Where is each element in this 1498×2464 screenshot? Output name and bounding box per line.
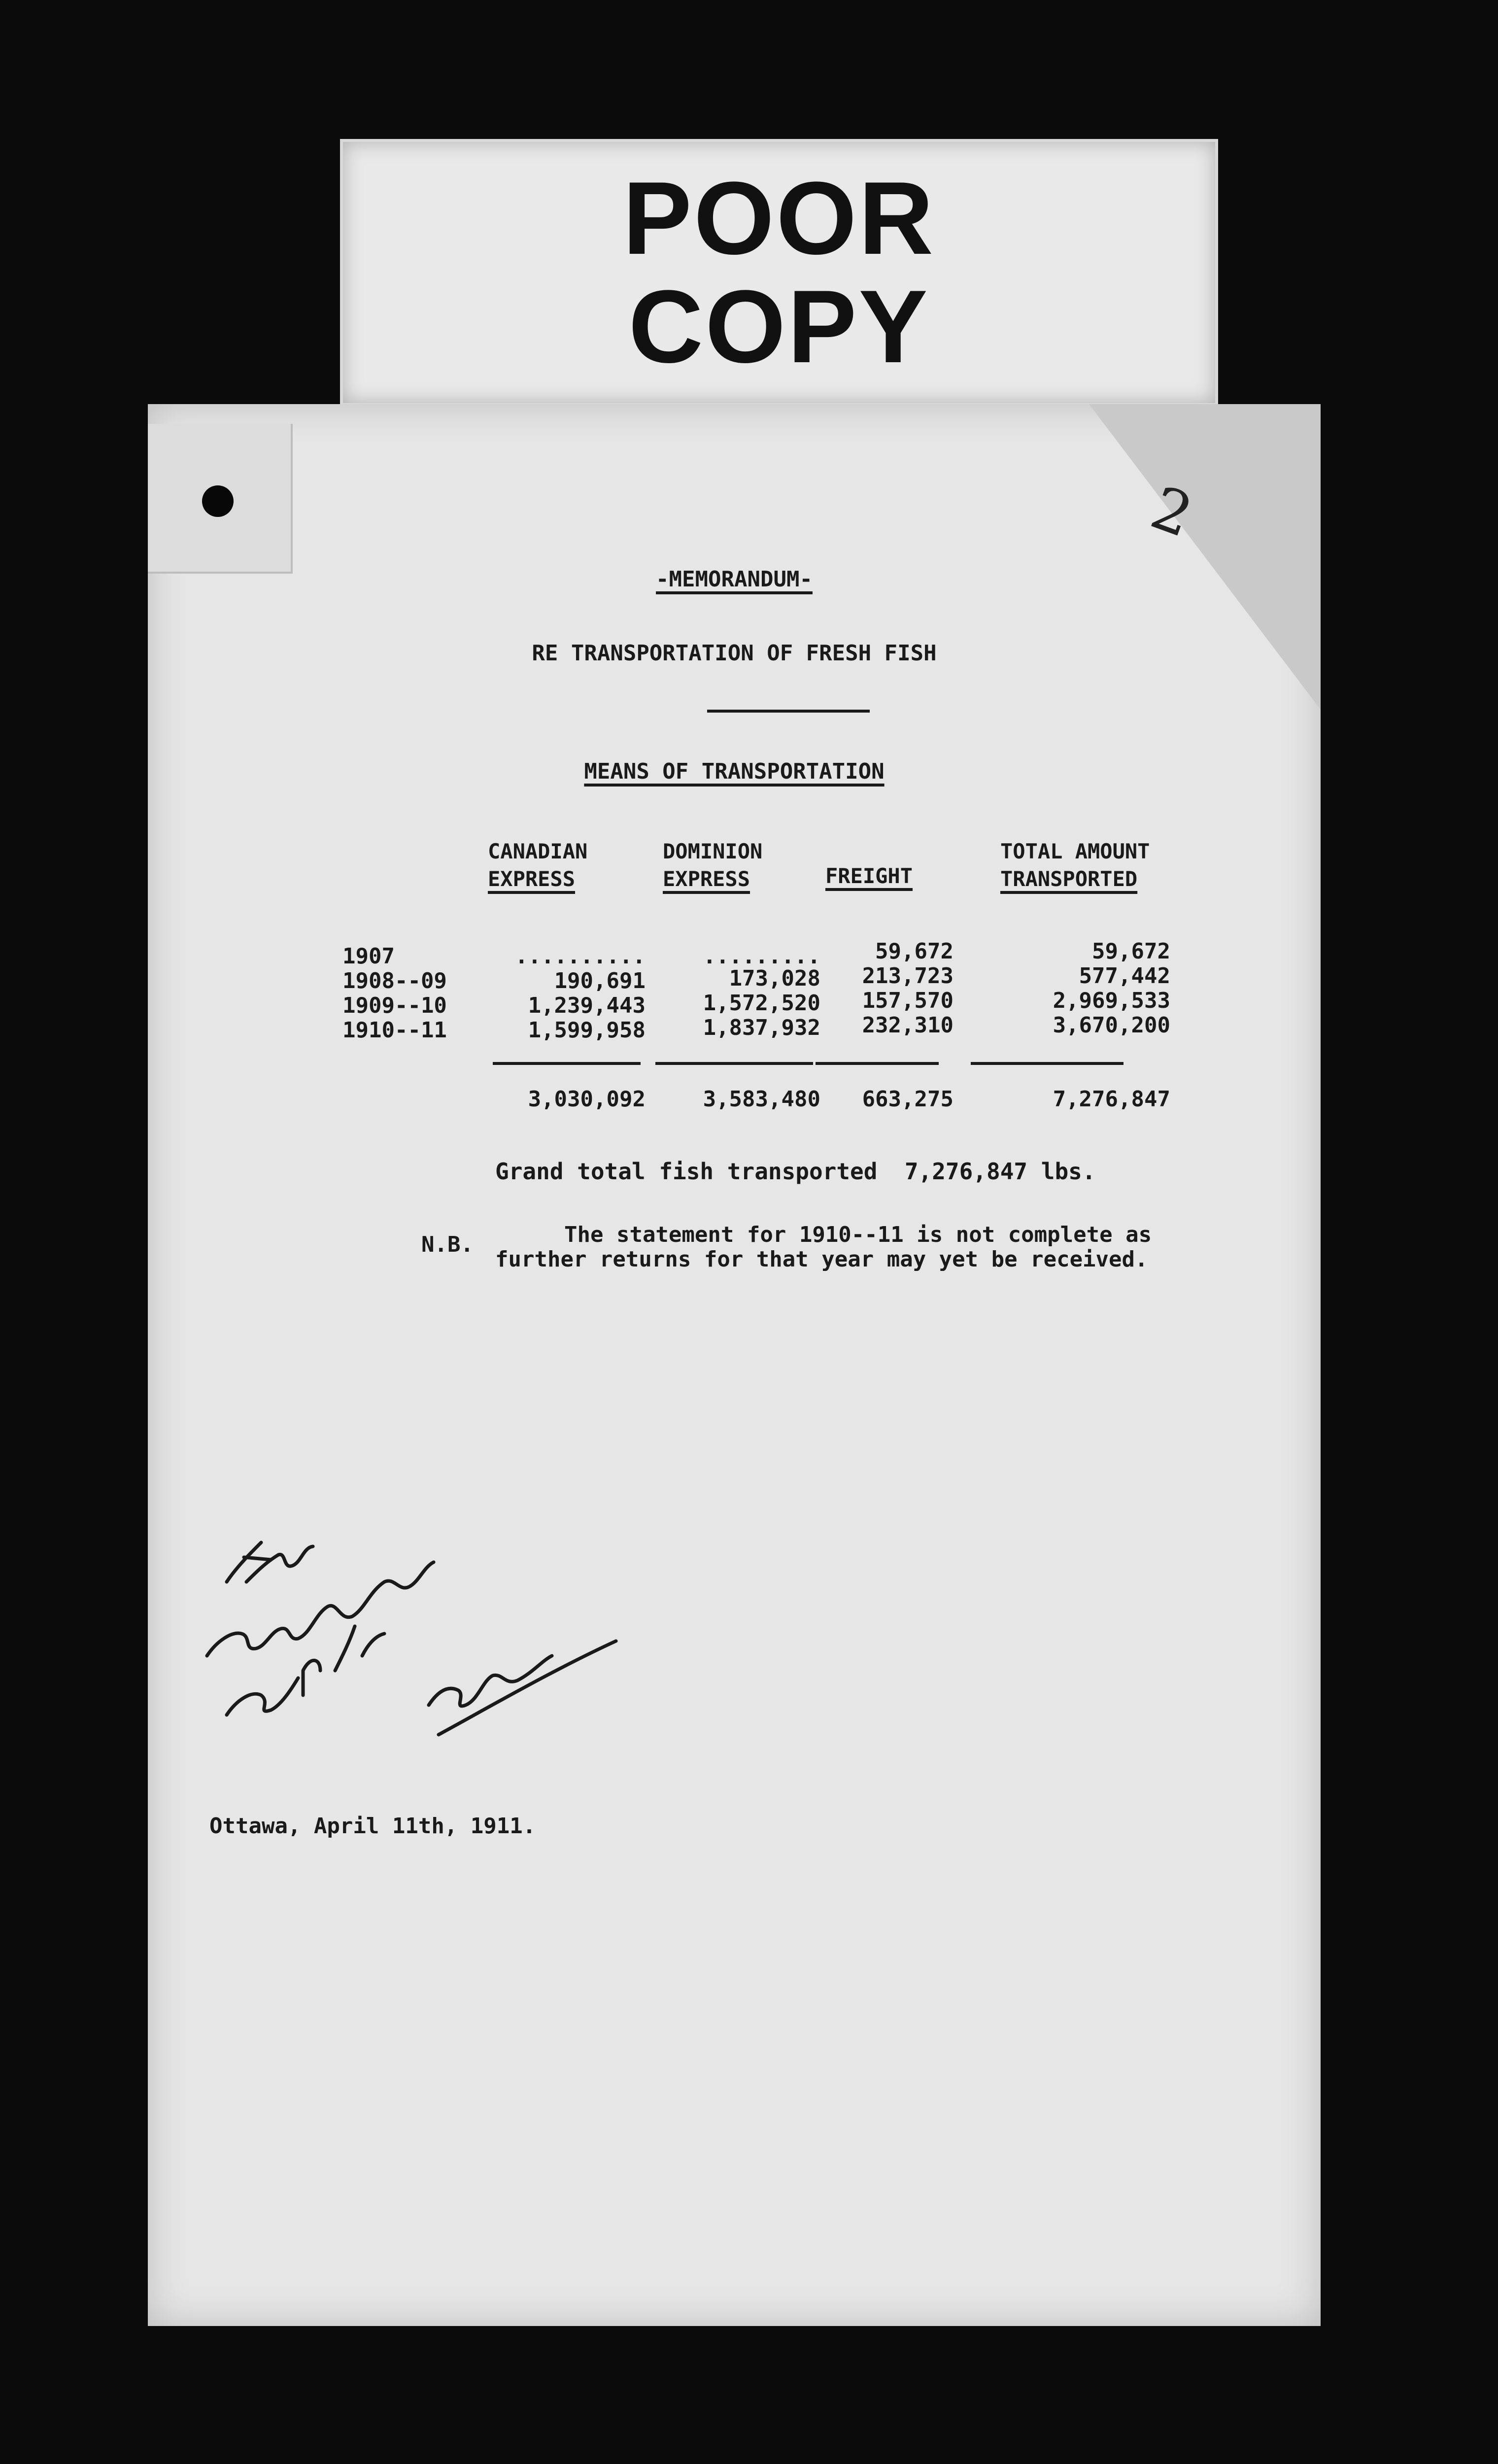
cell-dominion: ......... xyxy=(703,944,820,969)
cell-freight: 59,672 xyxy=(875,939,953,964)
memorandum-sheet xyxy=(148,404,1321,2326)
total-transported: 7,276,847 xyxy=(1053,1087,1170,1112)
column-header-canadian-express xyxy=(488,838,587,893)
column-header-freight: FREIGHT xyxy=(825,864,913,888)
row-year: 1907 xyxy=(342,944,395,969)
total-rule xyxy=(493,1062,641,1065)
total-dominion: 3,583,480 xyxy=(703,1087,820,1112)
nb-note-line-2: further returns for that year may yet be received. xyxy=(495,1247,1148,1272)
column-header-total-transported xyxy=(1000,838,1150,893)
nb-note-line-1: The statement for 1910--11 is not complete as xyxy=(564,1222,1152,1247)
cell-canadian: 190,691 xyxy=(554,968,646,993)
punch-hole xyxy=(202,485,234,517)
cell-total: 59,672 xyxy=(1092,939,1170,964)
cell-freight: 213,723 xyxy=(862,963,953,989)
column-header-line: DOMINION xyxy=(663,839,763,863)
nb-label: N.B. xyxy=(421,1232,474,1257)
poor-copy-label xyxy=(340,139,1218,406)
date-line: Ottawa, April 11th, 1911. xyxy=(209,1814,536,1839)
poor-copy-line-1: POOR xyxy=(622,160,936,276)
total-rule xyxy=(655,1062,813,1065)
column-header-line: TRANSPORTED xyxy=(1000,867,1138,891)
total-rule xyxy=(971,1062,1124,1065)
total-rule xyxy=(816,1062,939,1065)
table-title: MEANS OF TRANSPORTATION xyxy=(584,759,885,784)
row-year: 1910--11 xyxy=(342,1018,447,1043)
column-header-line: EXPRESS xyxy=(663,867,750,891)
divider xyxy=(707,710,870,713)
cell-freight: 232,310 xyxy=(862,1013,953,1038)
memo-subject: RE TRANSPORTATION OF FRESH FISH xyxy=(532,641,937,666)
memo-heading: -MEMORANDUM- xyxy=(656,567,813,592)
cell-canadian: 1,599,958 xyxy=(528,1018,646,1043)
handwritten-note xyxy=(197,1508,641,1764)
cell-freight: 157,570 xyxy=(862,988,953,1013)
cell-canadian: .......... xyxy=(515,944,646,969)
cell-dominion: 1,837,932 xyxy=(703,1015,820,1040)
cell-dominion: 173,028 xyxy=(729,966,820,991)
column-header-dominion-express xyxy=(663,838,762,893)
page-number: 2 xyxy=(1142,474,1201,551)
poor-copy-line-2: COPY xyxy=(628,269,930,384)
cell-total: 577,442 xyxy=(1079,963,1170,989)
row-year: 1908--09 xyxy=(342,968,447,993)
cell-total: 3,670,200 xyxy=(1053,1013,1170,1038)
column-header-line: EXPRESS xyxy=(488,867,576,891)
column-header-line: CANADIAN xyxy=(488,839,588,863)
total-freight: 663,275 xyxy=(862,1087,953,1112)
cell-dominion: 1,572,520 xyxy=(703,991,820,1016)
cell-canadian: 1,239,443 xyxy=(528,993,646,1018)
row-year: 1909--10 xyxy=(342,993,447,1018)
grand-total-line: Grand total fish transported 7,276,847 lbs. xyxy=(495,1158,1096,1185)
column-header-line: TOTAL AMOUNT xyxy=(1000,839,1150,863)
total-canadian: 3,030,092 xyxy=(528,1087,646,1112)
cell-total: 2,969,533 xyxy=(1053,988,1170,1013)
